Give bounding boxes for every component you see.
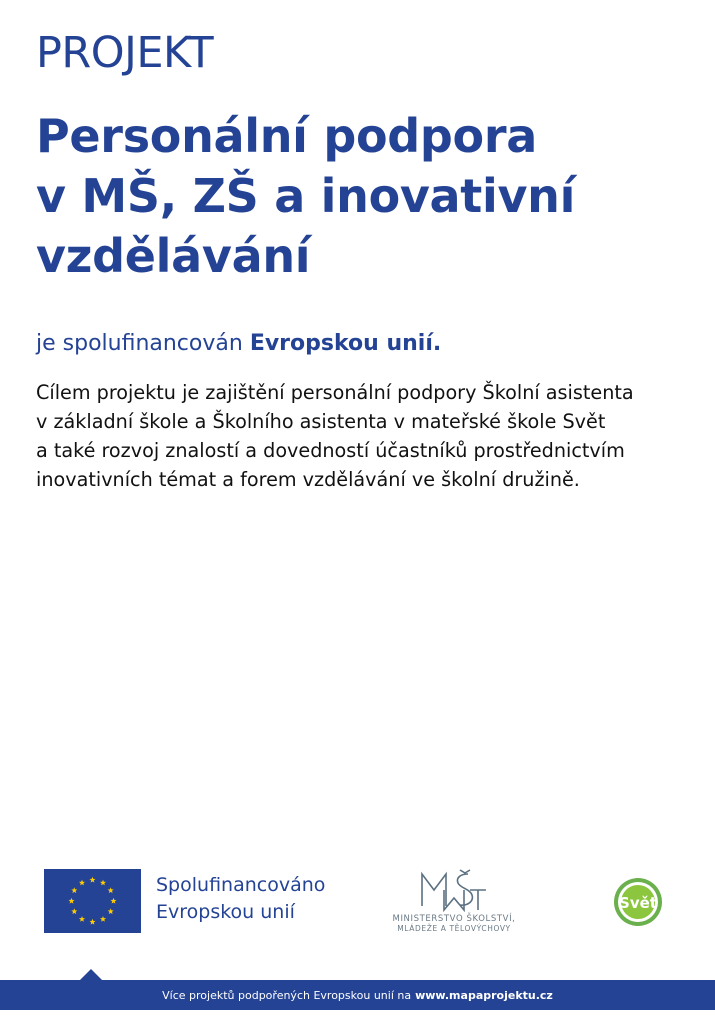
footer-link[interactable]: www.mapaprojektu.cz <box>415 988 553 1002</box>
eu-star-icon <box>68 898 74 904</box>
msmt-label-line: MLÁDEŽE A TĚLOVÝCHOVY <box>397 924 511 933</box>
footer-notch <box>80 969 102 980</box>
project-description <box>36 378 686 494</box>
msmt-mark-icon <box>414 868 494 912</box>
cofinance-prefix: je spolufinancován <box>36 331 243 356</box>
eu-label-line: Evropskou unií <box>156 901 295 923</box>
eu-star-icon <box>100 880 106 886</box>
project-title <box>36 106 696 286</box>
eu-star-icon <box>89 877 95 883</box>
project-title-line: Personální podpora <box>36 109 537 163</box>
eu-star-icon <box>100 916 106 922</box>
eu-star-icon <box>108 908 114 914</box>
project-title-line: v MŠ, ZŠ a inovativní <box>36 169 576 223</box>
footer-text: Více projektů podpořených Evropskou unií na <box>162 988 412 1002</box>
cofinance-emphasis: Evropskou unií. <box>249 331 442 356</box>
kicker-heading: PROJEKT <box>36 28 214 78</box>
msmt-label-line: MINISTERSTVO ŠKOLSTVÍ, <box>392 914 516 924</box>
eu-star-icon <box>71 887 77 893</box>
description-line: Cílem projektu je zajištění personální podpory Školní asistenta <box>36 381 634 404</box>
msmt-logo <box>384 868 524 938</box>
eu-star-icon <box>110 898 116 904</box>
footer-bar <box>0 980 715 1010</box>
eu-star-icon <box>71 908 77 914</box>
eu-star-icon <box>89 919 95 925</box>
description-line: a také rozvoj znalostí a dovedností účastníků prostřednictvím <box>36 439 625 462</box>
eu-label-line: Spolufinancováno <box>156 874 326 896</box>
eu-star-icon <box>79 880 85 886</box>
description-line: v základní škole a Školního asistenta v mateřské škole Svět <box>36 410 606 433</box>
eu-star-icon <box>79 916 85 922</box>
eu-star-icon <box>108 887 114 893</box>
eu-flag-icon <box>44 869 141 933</box>
project-title-line: vzdělávání <box>36 229 311 283</box>
eu-cofinance-label <box>156 872 325 926</box>
svet-logo-text: Svět <box>619 894 657 912</box>
cofinance-statement <box>36 330 441 358</box>
description-line: inovativních témat a forem vzdělávání ve školní družině. <box>36 468 580 491</box>
svet-logo-icon <box>613 877 663 927</box>
